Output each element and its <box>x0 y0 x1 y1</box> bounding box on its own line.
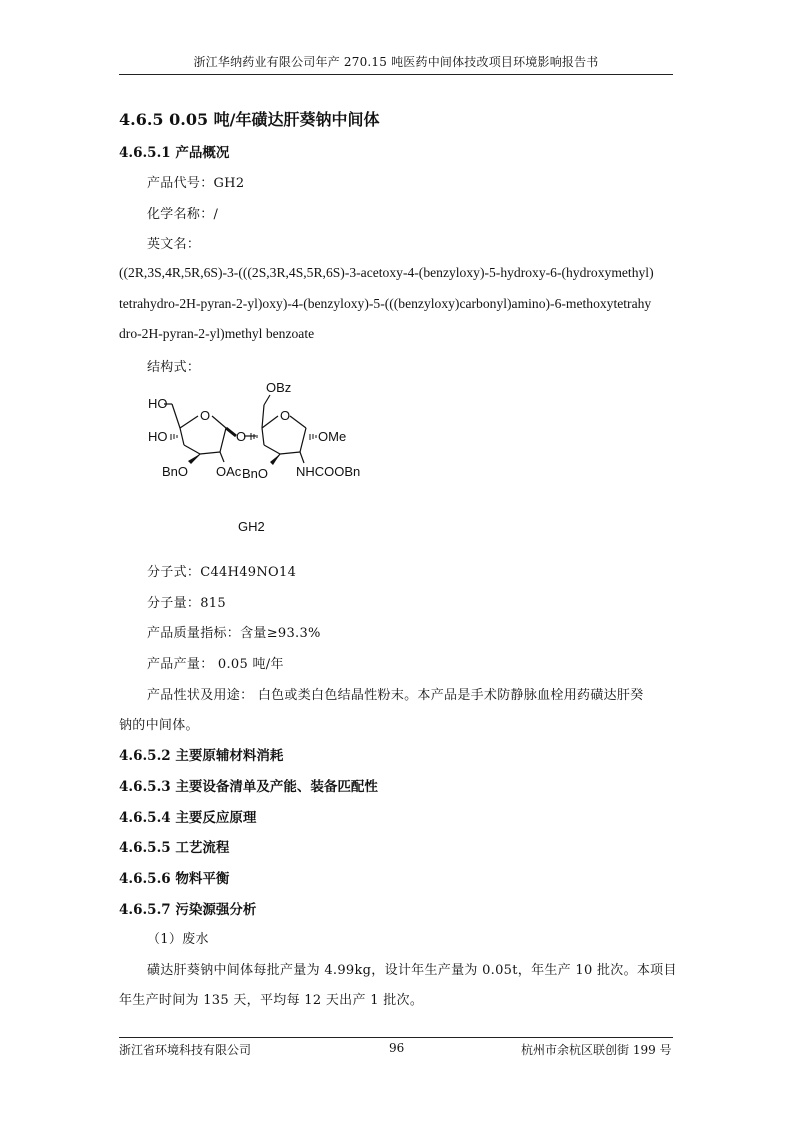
structure-label-bno-left: BnO <box>162 464 189 479</box>
page-number: 96 <box>389 1041 405 1055</box>
running-header: 浙江华纳药业有限公司年产 270.15 吨医药中间体技改项目环境影响报告书 <box>193 55 599 69</box>
subsection-heading-overview: 4.6.5.1 产品概况 <box>119 145 230 161</box>
structure-label-ho-top: HO <box>148 396 168 411</box>
subsection-heading-reaction: 4.6.5.4 主要反应原理 <box>119 810 257 826</box>
structure-label-bno-right: BnO <box>242 466 269 481</box>
structure-label-ho-mid: HO <box>148 429 168 444</box>
chemical-structure-diagram <box>140 375 380 535</box>
section-heading: 4.6.5 0.05 吨/年磺达肝葵钠中间体 <box>119 110 380 129</box>
subsection-heading-materials: 4.6.5.2 主要原辅材料消耗 <box>119 748 284 764</box>
wastewater-paragraph-line-1: 磺达肝葵钠中间体每批产量为 4.99kg，设计年生产量为 0.05t，年生产 10 批次。本项目 <box>147 963 677 978</box>
structure-label-ring-o-right: O <box>280 408 291 423</box>
wastewater-label: （1）废水 <box>147 932 209 947</box>
footer-company: 浙江省环境科技有限公司 <box>119 1043 252 1057</box>
footer-address: 杭州市余杭区联创街 199 号 <box>521 1043 672 1057</box>
footer-rule <box>119 1037 673 1038</box>
structure-label-nhcoobn: NHCOOBn <box>296 464 361 479</box>
structure-caption: GH2 <box>238 519 265 534</box>
english-name-line-3: dro-2H-pyran-2-yl)methyl benzoate <box>119 326 315 341</box>
molecular-weight: 分子量：815 <box>147 596 226 611</box>
molecular-formula: 分子式：C44H49NO14 <box>147 565 297 580</box>
product-output: 产品产量： 0.05 吨/年 <box>147 657 284 672</box>
header-rule <box>119 74 673 75</box>
structure-label-ring-o-left: O <box>200 408 211 423</box>
structure-label-obz: OBz <box>266 380 292 395</box>
structure-label-ome: OMe <box>318 429 347 444</box>
quality-index: 产品质量指标：含量≥93.3% <box>147 626 321 641</box>
english-name-line-1: ((2R,3S,4R,5R,6S)-3-(((2S,3R,4S,5R,6S)-3-acetoxy-4-(benzyloxy)-5-hydroxy-6-(hydroxymethyl) <box>119 265 654 280</box>
english-name-line-2: tetrahydro-2H-pyran-2-yl)oxy)-4-(benzyloxy)-5-(((benzyloxy)carbonyl)amino)-6-methoxytetrahy <box>119 296 652 311</box>
wastewater-paragraph-line-2: 年生产时间为 135 天，平均每 12 天出产 1 批次。 <box>119 993 424 1008</box>
subsection-heading-balance: 4.6.5.6 物料平衡 <box>119 871 230 887</box>
subsection-heading-equipment: 4.6.5.3 主要设备清单及产能、装备匹配性 <box>119 779 378 795</box>
product-code: 产品代号：GH2 <box>147 176 245 191</box>
structure-label: 结构式： <box>147 360 201 375</box>
chemical-name: 化学名称：/ <box>147 207 219 222</box>
subsection-heading-process: 4.6.5.5 工艺流程 <box>119 840 230 856</box>
english-name-label: 英文名： <box>147 237 201 252</box>
structure-label-bridge-o: O <box>236 429 247 444</box>
structure-label-oac: OAc <box>216 464 242 479</box>
subsection-heading-pollution: 4.6.5.7 污染源强分析 <box>119 902 257 918</box>
product-usage-line-1: 产品性状及用途： 白色或类白色结晶性粉末。本产品是手术防静脉血栓用药磺达肝癸 <box>147 688 644 703</box>
product-usage-line-2: 钠的中间体。 <box>119 718 199 733</box>
